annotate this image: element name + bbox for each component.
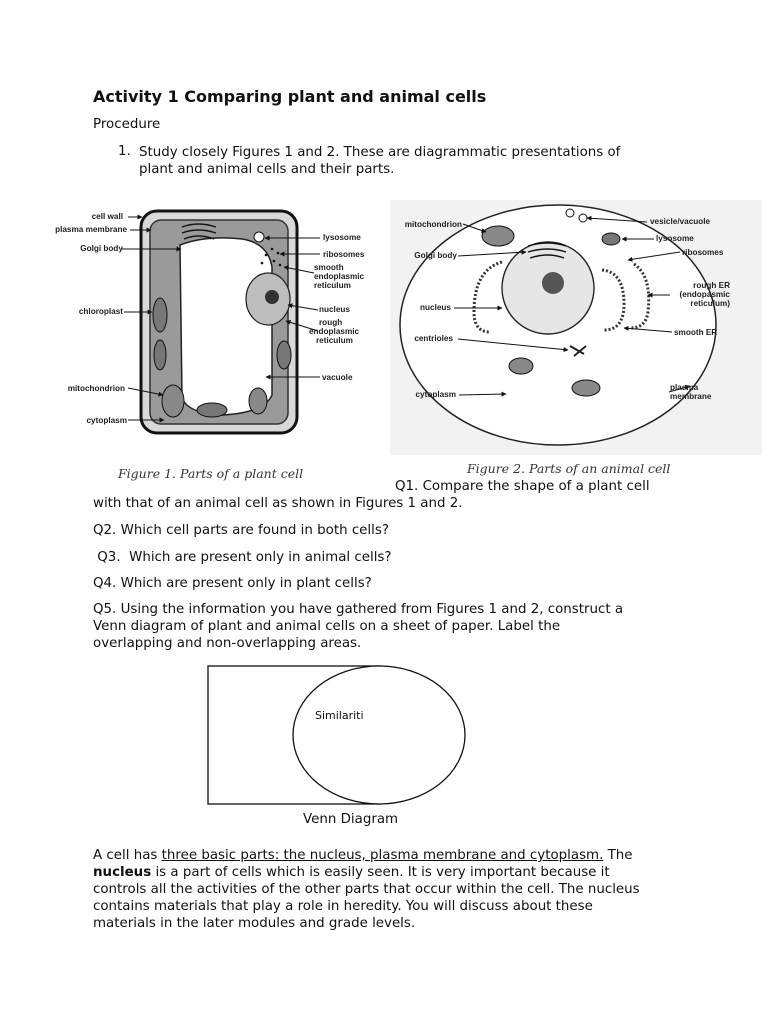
venn-ellipse: [293, 666, 465, 804]
label-vacuole: vacuole: [322, 373, 353, 382]
label-rough-er-2: endoplasmic: [309, 327, 360, 336]
label-plasma-2: membrane: [670, 392, 712, 401]
para-underlined-text: three basic parts: the nucleus, plasma membrane and cytoplasm.: [161, 848, 604, 863]
q5-line1: Q5. Using the information you have gathered from Figures 1 and 2, construct a: [93, 602, 624, 617]
label-cytoplasm: cytoplasm: [86, 416, 127, 425]
q2: Q2. Which cell parts are found in both cells?: [93, 523, 389, 538]
label-centrioles: centrioles: [414, 334, 453, 343]
label-lysosome: lysosome: [323, 233, 361, 242]
label-smooth-er-3: reticulum: [314, 281, 351, 290]
animal-cell-figure: [390, 200, 762, 455]
activity-title: Activity 1 Comparing plant and animal cells: [93, 87, 487, 106]
lysosome-shape: [254, 232, 264, 242]
label-vesicle: vesicle/vacuole: [650, 217, 711, 226]
label-rough-er-1: rough: [319, 318, 343, 327]
venn-similarities-label: Similariti: [315, 709, 364, 722]
animal-lysosome-shape: [602, 233, 620, 245]
label-cell-wall: cell wall: [91, 212, 123, 221]
q3: Q3. Which are present only in animal cells?: [93, 550, 392, 565]
label-rough-er-3: reticulum: [316, 336, 353, 345]
label-smooth-er-2: endoplasmic: [314, 272, 365, 281]
q5-line2: Venn diagram of plant and animal cells on a sheet of paper. Label the: [93, 619, 561, 634]
label-chloroplast: chloroplast: [78, 307, 123, 316]
label-golgi-body: Golgi body: [80, 244, 123, 253]
animal-nucleolus-shape: [542, 272, 564, 294]
para-line3: controls all the activities of the other parts that occur within the cell. The nucleus: [93, 882, 640, 897]
para-text: The: [603, 848, 633, 863]
label-animal-lysosome: lysosome: [656, 234, 694, 243]
step1-line2: plant and animal cells and their parts.: [139, 162, 395, 177]
q1-part2: with that of an animal cell as shown in Figures 1 and 2.: [93, 496, 463, 511]
label-smooth-er-1: smooth: [314, 263, 344, 272]
label-animal-mitochondrion: mitochondrion: [404, 220, 462, 229]
venn-diagram: [206, 664, 468, 808]
label-animal-cytoplasm: cytoplasm: [415, 390, 456, 399]
para-nucleus-bold: nucleus: [93, 865, 152, 880]
nucleolus-shape: [265, 290, 279, 304]
step1-line1: Study closely Figures 1 and 2. These are diagrammatic presentations of: [139, 145, 621, 160]
label-animal-rough-er-2: (endopasmic: [679, 290, 730, 299]
para-text: A cell has: [93, 848, 162, 863]
label-mitochondrion: mitochondrion: [67, 384, 125, 393]
para-text: is a part of cells which is easily seen. It is very important because it: [151, 865, 610, 880]
label-smooth-er: smooth ER: [674, 328, 718, 337]
q1-part1: Q1. Compare the shape of a plant cell: [395, 479, 650, 494]
label-plasma-1: plasma: [670, 383, 699, 392]
q5-line3: overlapping and non-overlapping areas.: [93, 636, 362, 651]
label-ribosomes: ribosomes: [323, 250, 365, 259]
label-animal-ribosomes: ribosomes: [682, 248, 724, 257]
para-line5: materials in the later modules and grade levels.: [93, 916, 416, 931]
label-animal-golgi: Golgi body: [414, 251, 457, 260]
figure1-caption: Figure 1. Parts of a plant cell: [118, 466, 304, 481]
label-animal-rough-er-3: reticulum): [690, 299, 730, 308]
para-line4: contains materials that play a role in heredity. You will discuss about these: [93, 899, 593, 914]
venn-caption: Venn Diagram: [303, 812, 399, 827]
plant-cell-figure: [36, 205, 386, 440]
label-animal-nucleus: nucleus: [420, 303, 451, 312]
figure2-caption: Figure 2. Parts of an animal cell: [467, 461, 671, 476]
procedure-label: Procedure: [93, 117, 161, 132]
label-plasma-membrane: plasma membrane: [55, 225, 127, 234]
label-animal-rough-er-1: rough ER: [693, 281, 730, 290]
para-line2: [93, 864, 610, 881]
step-number: 1.: [118, 144, 131, 159]
para-line1: [93, 847, 633, 864]
q4: Q4. Which are present only in plant cells?: [93, 576, 372, 591]
label-nucleus: nucleus: [319, 305, 350, 314]
